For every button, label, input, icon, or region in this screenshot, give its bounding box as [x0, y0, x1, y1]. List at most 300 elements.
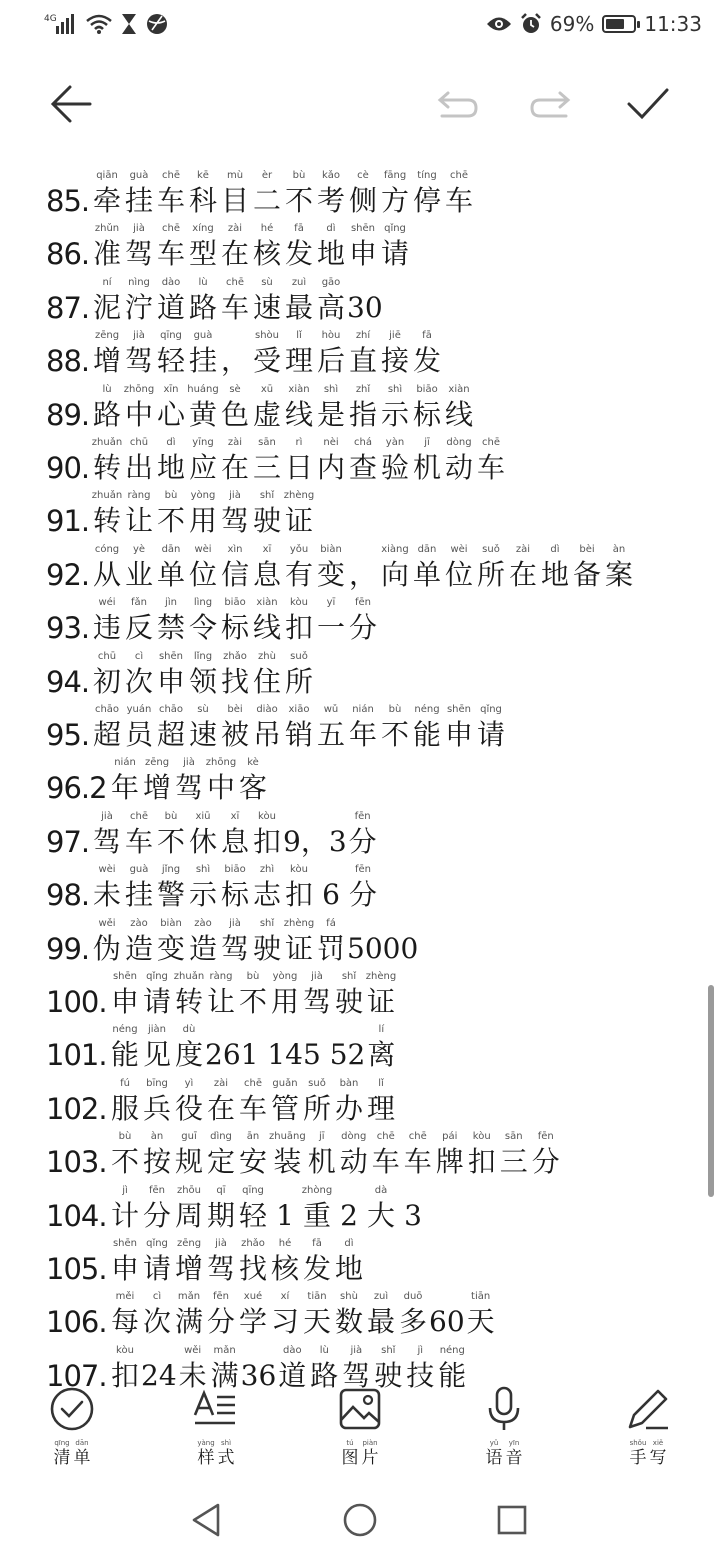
char-cell — [379, 435, 411, 485]
hanzi: 分 — [531, 1145, 560, 1179]
pinyin: zuì — [373, 1291, 389, 1303]
hanzi: 伪 — [92, 931, 121, 965]
hanzi: 牵 — [92, 184, 121, 217]
note-body[interactable] — [0, 168, 720, 1393]
hanzi: 用 — [188, 504, 217, 538]
hanzi: 休 — [188, 824, 217, 858]
pinyin: tú — [346, 1439, 354, 1447]
pinyin: bīng — [146, 1077, 168, 1089]
hanzi: 驶 — [374, 1358, 403, 1392]
line-text — [109, 1236, 365, 1286]
pinyin: bù — [292, 170, 306, 181]
char-cell — [283, 916, 315, 966]
char-cell — [219, 382, 251, 432]
hanzi: 能 — [412, 718, 441, 751]
char-cell — [338, 1129, 370, 1179]
pinyin: fēn — [212, 1291, 229, 1303]
redo-button[interactable] — [524, 76, 580, 132]
char-cell — [141, 755, 173, 805]
char-cell — [475, 435, 507, 485]
hanzi: 扣 — [252, 824, 281, 858]
hanzi: 能 — [438, 1358, 467, 1392]
pen-icon — [626, 1387, 670, 1431]
pinyin: lǐ — [378, 1077, 384, 1089]
char-cell — [141, 1129, 173, 1179]
char-cell — [173, 1076, 205, 1126]
char-cell — [301, 1289, 333, 1339]
pinyin: shēn — [350, 223, 376, 235]
nav-recents-button[interactable] — [492, 1500, 532, 1540]
hanzi: 信 — [220, 557, 249, 591]
char-cell — [379, 168, 411, 218]
hanzi: 不 — [110, 1145, 139, 1179]
char-cell — [109, 1236, 141, 1286]
pinyin: qǐng — [146, 1238, 168, 1249]
hanzi: 不 — [284, 184, 313, 217]
char-cell — [155, 649, 187, 699]
wifi-icon — [86, 13, 112, 35]
char-cell — [219, 328, 251, 378]
char-cell — [269, 1076, 301, 1126]
hanzi: 期 — [206, 1198, 235, 1232]
char-cell — [237, 1289, 269, 1339]
hanzi: 能 — [110, 1038, 139, 1072]
hanzi: 图 — [341, 1448, 359, 1468]
pinyin: fú — [120, 1077, 130, 1089]
pinyin: biàn — [160, 917, 182, 929]
nav-recents-icon — [496, 1504, 528, 1536]
char-cell — [123, 542, 155, 592]
char-cell — [505, 1438, 523, 1468]
hanzi: 警 — [156, 878, 185, 912]
line-text — [91, 649, 315, 699]
pinyin: xī — [262, 543, 272, 555]
char-cell — [365, 1183, 397, 1233]
toolbar-label — [341, 1438, 379, 1468]
line-text — [91, 702, 507, 752]
hanzi: 地 — [540, 557, 569, 591]
char-cell — [603, 542, 635, 592]
char-cell — [217, 1438, 235, 1468]
hanzi: 日 — [284, 451, 313, 484]
hanzi: 车 — [444, 184, 473, 217]
pinyin: guà — [129, 170, 149, 181]
pinyin: yòng — [272, 971, 298, 982]
hanzi: 单 — [412, 557, 441, 591]
pinyin: suǒ — [482, 543, 500, 555]
char-cell — [109, 1129, 141, 1179]
char-cell — [347, 595, 379, 645]
hanzi: 增 — [142, 771, 171, 805]
pinyin: chē — [244, 1077, 262, 1089]
hanzi: 中 — [206, 771, 235, 805]
line-number: 95. — [46, 718, 90, 752]
char-cell — [333, 1236, 365, 1286]
toolbar-label — [53, 1438, 91, 1468]
check-icon — [626, 86, 670, 122]
hanzi: 找 — [220, 664, 249, 698]
hanzi: 写 — [649, 1448, 667, 1468]
pinyin: fēn — [354, 597, 371, 609]
pinyin: suǒ — [290, 650, 308, 662]
hanzi: 动 — [339, 1145, 368, 1179]
char-cell — [109, 1076, 141, 1126]
pinyin: shì — [195, 864, 211, 876]
hanzi: 车 — [156, 184, 185, 217]
char-cell — [379, 542, 411, 592]
char-cell — [219, 809, 251, 859]
hanzi: 理 — [366, 1091, 395, 1125]
line-text — [109, 1183, 429, 1233]
hanzi: 停 — [412, 184, 441, 217]
pinyin: zài — [227, 223, 243, 235]
hanzi: 罚 — [316, 931, 345, 965]
char-cell — [251, 488, 283, 538]
hanzi: 后 — [316, 344, 345, 378]
pinyin: chē — [226, 276, 244, 288]
char-cell — [283, 542, 315, 592]
char-cell — [197, 1438, 215, 1468]
pinyin: àn — [150, 1131, 164, 1143]
pinyin: kòu — [290, 597, 308, 609]
char-cell — [379, 702, 411, 752]
hanzi: 申 — [110, 1252, 139, 1285]
char-cell — [155, 382, 187, 432]
pinyin: xíng — [192, 223, 214, 235]
hanzi: 驾 — [220, 931, 249, 965]
hanzi: 按 — [142, 1145, 171, 1179]
pinyin: chū — [97, 650, 117, 662]
line-text — [109, 1129, 562, 1179]
hanzi: 内 — [316, 451, 345, 484]
pinyin: shēn — [158, 650, 184, 662]
line-text — [109, 755, 269, 805]
pinyin: dìng — [210, 1131, 232, 1143]
hanzi: 初 — [92, 664, 121, 698]
hanzi: 管 — [270, 1091, 299, 1125]
hanzi: 反 — [124, 611, 153, 645]
pinyin: wěi — [98, 917, 116, 929]
hanzi: 轻 — [238, 1198, 267, 1232]
line-number: 96.2 — [46, 771, 107, 806]
pinyin: zài — [213, 1077, 229, 1089]
pinyin: dào — [282, 1344, 302, 1356]
image-button[interactable] — [310, 1382, 410, 1468]
scrollbar[interactable] — [708, 985, 714, 1197]
hanzi: 令 — [188, 611, 217, 645]
pinyin: sù — [197, 704, 209, 715]
pinyin: néng — [439, 1344, 465, 1356]
char-cell — [173, 1289, 205, 1339]
char-cell — [155, 328, 187, 378]
hanzi: ， — [348, 557, 377, 591]
char-cell — [251, 168, 283, 218]
char-cell — [173, 969, 205, 1019]
hanzi: 被 — [220, 718, 249, 751]
line-text — [91, 382, 475, 432]
line-number: 104. — [46, 1198, 107, 1233]
hanzi: 心 — [156, 397, 185, 431]
hanzi: 考 — [316, 184, 345, 217]
hanzi: 指 — [348, 397, 377, 431]
char-cell — [91, 275, 123, 325]
char-cell — [187, 275, 219, 325]
char-cell — [155, 168, 187, 218]
hanzi: 申 — [444, 718, 473, 751]
char-cell — [205, 1236, 237, 1286]
hanzi: 查 — [348, 451, 377, 484]
char-cell — [475, 542, 507, 592]
char-cell — [219, 435, 251, 485]
char-cell — [123, 862, 155, 912]
pinyin: zēng — [176, 1238, 202, 1249]
hanzi: 6 — [322, 878, 340, 912]
pinyin: cì — [152, 1291, 162, 1303]
char-cell — [123, 328, 155, 378]
hanzi: 高 — [316, 290, 345, 324]
nav-back-button[interactable] — [186, 1500, 226, 1540]
hanzi: 标 — [220, 611, 249, 645]
char-cell — [475, 702, 507, 752]
hanzi: 申 — [348, 237, 377, 271]
hanzi: 牌 — [435, 1145, 464, 1179]
line-number: 90. — [46, 451, 90, 485]
char-cell — [187, 542, 219, 592]
nav-home-button[interactable] — [340, 1500, 380, 1540]
pinyin: chē — [130, 810, 148, 822]
char-cell — [141, 1183, 173, 1233]
char-cell — [347, 168, 379, 218]
hanzi: 驾 — [220, 504, 249, 538]
hanzi: 应 — [188, 451, 217, 484]
pinyin: qī — [216, 1184, 226, 1196]
line-text — [109, 1076, 397, 1126]
char-cell — [333, 1289, 365, 1339]
pinyin: dì — [550, 543, 560, 555]
pinyin: dà — [374, 1184, 388, 1196]
pinyin: bù — [118, 1131, 132, 1143]
hanzi: 满 — [210, 1358, 239, 1392]
checklist-button[interactable] — [22, 1382, 122, 1468]
hanzi: 单 — [156, 557, 185, 591]
pinyin: qǐng — [480, 704, 502, 715]
char-cell — [411, 435, 443, 485]
pinyin: shēn — [112, 1238, 138, 1249]
pinyin: shǐ — [259, 490, 275, 502]
pinyin: cóng — [94, 543, 120, 555]
line-text — [91, 488, 315, 538]
pinyin: yàng — [197, 1439, 215, 1447]
char-cell — [251, 809, 283, 859]
pinyin: èr — [261, 170, 273, 181]
char-cell — [269, 1236, 301, 1286]
hanzi: 年 — [348, 718, 377, 751]
image-icon — [338, 1387, 382, 1431]
hanzi: 所 — [476, 557, 505, 591]
hanzi: 驾 — [342, 1358, 371, 1392]
char-cell — [237, 755, 269, 805]
hanzi: 定 — [206, 1145, 235, 1179]
hanzi: 不 — [156, 824, 185, 858]
char-cell — [283, 488, 315, 538]
hanzi: 驶 — [252, 931, 281, 965]
char-cell — [283, 168, 315, 218]
pinyin: wèi — [194, 543, 212, 555]
hanzi: 侧 — [348, 184, 377, 217]
back-button[interactable] — [44, 76, 100, 132]
status-right — [486, 12, 702, 36]
bottom-toolbar — [0, 1382, 720, 1478]
char-cell — [173, 1236, 205, 1286]
hanzi: 住 — [252, 664, 281, 698]
pinyin: suǒ — [308, 1077, 326, 1089]
hanzi: 案 — [604, 557, 633, 591]
pinyin: nìng — [128, 276, 150, 288]
pinyin: zhōu — [176, 1184, 202, 1196]
char-cell — [173, 755, 205, 805]
hanzi: 车 — [476, 451, 505, 484]
hourglass-icon — [120, 13, 138, 35]
hanzi: 次 — [142, 1305, 171, 1339]
char-cell — [283, 649, 315, 699]
done-button[interactable] — [620, 76, 676, 132]
pinyin: shǐ — [259, 917, 275, 929]
line-number: 93. — [46, 611, 90, 646]
line-text — [91, 916, 418, 966]
line-text — [91, 328, 443, 378]
hanzi: 增 — [92, 344, 121, 378]
hanzi: 轻 — [156, 344, 185, 378]
char-cell — [629, 1438, 647, 1468]
pinyin: tiān — [471, 1291, 491, 1303]
char-cell — [498, 1129, 530, 1179]
hanzi: 动 — [444, 451, 473, 484]
undo-button[interactable] — [428, 76, 484, 132]
char-cell — [347, 862, 379, 912]
pinyin: zài — [227, 437, 243, 448]
pinyin: ní — [102, 276, 112, 288]
char-cell — [91, 382, 123, 432]
style-button[interactable] — [166, 1382, 266, 1468]
pinyin: àn — [612, 543, 626, 555]
hanzi: 用 — [270, 985, 299, 1018]
voice-button[interactable] — [454, 1382, 554, 1468]
pinyin: zhù — [258, 650, 276, 662]
pinyin: yàn — [385, 437, 405, 448]
hanzi: 多 — [398, 1305, 427, 1339]
line-number: 88. — [46, 344, 90, 379]
hanzi: 车 — [220, 290, 249, 324]
handwriting-button[interactable] — [598, 1382, 698, 1468]
char-cell — [219, 916, 251, 966]
pinyin: jī — [318, 1131, 325, 1143]
hanzi: 不 — [156, 504, 185, 538]
hanzi: 地 — [156, 451, 185, 484]
pinyin: chē — [408, 1131, 427, 1143]
pinyin: bàn — [339, 1077, 359, 1089]
pinyin: kòu — [472, 1131, 491, 1143]
pinyin: jī — [424, 437, 430, 448]
pinyin: shǐ — [341, 971, 357, 982]
hanzi: 息 — [220, 824, 249, 858]
pinyin: zhǎo — [241, 1238, 265, 1249]
char-cell — [141, 1076, 173, 1126]
hanzi: 超 — [156, 718, 185, 751]
char-cell — [301, 1076, 333, 1126]
hanzi: 让 — [124, 504, 153, 538]
hanzi: 驾 — [124, 237, 153, 271]
char-cell — [123, 221, 155, 271]
pinyin: ràng — [209, 971, 233, 982]
char-cell — [141, 969, 173, 1019]
hanzi: 线 — [444, 397, 473, 431]
pinyin: sān — [258, 437, 276, 448]
hanzi: 式 — [217, 1448, 235, 1468]
hanzi: 每 — [110, 1305, 139, 1339]
char-cell — [341, 1438, 359, 1468]
hanzi: 扣 — [110, 1358, 139, 1392]
char-cell — [123, 382, 155, 432]
char-cell — [251, 649, 283, 699]
hanzi: 出 — [124, 451, 153, 484]
pinyin: bù — [388, 704, 402, 715]
line-text — [91, 168, 475, 218]
pinyin: dì — [344, 1238, 354, 1249]
pinyin: lù — [319, 1344, 329, 1356]
hanzi: 五 — [316, 718, 345, 751]
hanzi: 标 — [412, 397, 441, 431]
hanzi: 所 — [302, 1091, 331, 1125]
pinyin: lǐ — [296, 330, 302, 342]
nav-home-icon — [342, 1502, 378, 1538]
hanzi: 满 — [174, 1305, 203, 1339]
line-number: 98. — [46, 878, 90, 913]
hanzi: 驾 — [174, 771, 203, 805]
char-cell — [237, 1183, 269, 1233]
hanzi: 数 — [334, 1305, 363, 1339]
pinyin: chāo — [94, 704, 120, 715]
char-cell — [91, 488, 123, 538]
hanzi: 证 — [284, 931, 313, 965]
pinyin: bù — [246, 971, 260, 982]
char-cell — [402, 1129, 434, 1179]
alarm-icon — [520, 13, 542, 35]
char-cell — [315, 862, 347, 912]
line-text — [109, 1022, 397, 1072]
battery-icon — [602, 15, 636, 33]
pinyin: fā — [294, 223, 304, 235]
pinyin: qǐng — [146, 971, 168, 982]
hanzi: 转 — [174, 985, 203, 1018]
char-cell — [155, 275, 187, 325]
hanzi: 学 — [238, 1305, 267, 1339]
pinyin: zhèng — [283, 917, 315, 929]
char-cell — [283, 595, 315, 645]
pinyin: shì — [387, 383, 403, 395]
pinyin: shù — [340, 1291, 358, 1303]
pinyin: ān — [246, 1131, 260, 1143]
char-cell — [205, 969, 237, 1019]
char-cell — [251, 702, 283, 752]
char-cell — [219, 542, 251, 592]
pinyin: sè — [229, 383, 241, 395]
char-cell — [365, 969, 397, 1019]
pinyin: jìn — [165, 597, 177, 609]
pinyin: zài — [515, 543, 531, 555]
hanzi: 天 — [302, 1305, 331, 1339]
hanzi: 音 — [505, 1448, 523, 1468]
char-cell — [91, 221, 123, 271]
